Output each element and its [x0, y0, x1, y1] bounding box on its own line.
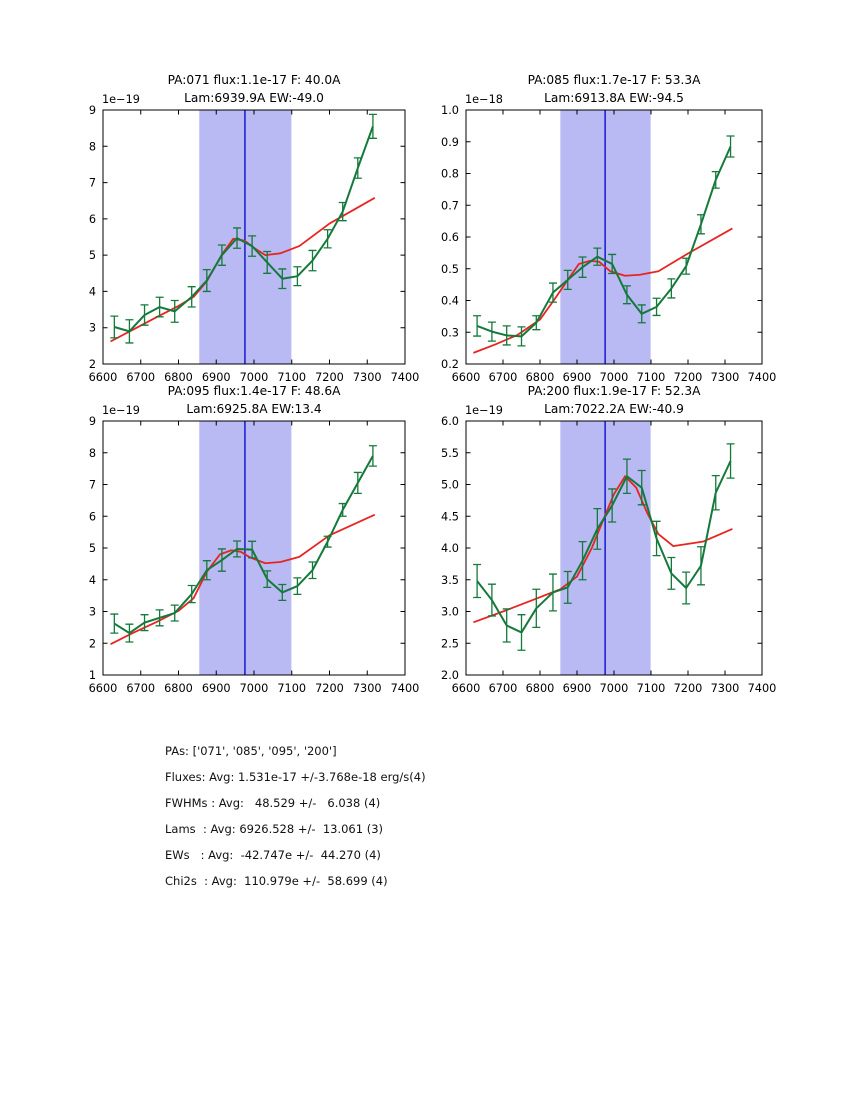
y-tick-label: 0.7 — [441, 199, 459, 213]
x-tick-label: 7000 — [239, 682, 269, 695]
y-tick-label: 0.8 — [441, 167, 459, 181]
x-tick-label: 7400 — [390, 371, 420, 384]
x-tick-label: 6900 — [562, 371, 592, 384]
y-tick-label: 3.5 — [441, 573, 459, 587]
y-tick-label: 6 — [88, 510, 96, 524]
y-tick-label: 0.3 — [441, 326, 459, 340]
y-axis-offset-label: 1e−18 — [465, 93, 503, 106]
x-tick-label: 6900 — [562, 682, 592, 695]
x-tick-label: 7300 — [352, 682, 382, 695]
y-tick-label: 9 — [88, 415, 96, 428]
y-tick-label: 1 — [88, 669, 96, 682]
x-tick-label: 6600 — [88, 682, 118, 695]
y-tick-label: 5.5 — [441, 446, 459, 460]
y-tick-label: 9 — [88, 104, 96, 117]
subplot-pa095 — [55, 381, 425, 711]
y-tick-label: 7 — [88, 176, 96, 190]
y-tick-label: 6 — [88, 212, 96, 226]
y-tick-label: 5.0 — [441, 478, 459, 492]
x-tick-label: 7300 — [352, 371, 382, 384]
y-tick-label: 5 — [88, 249, 96, 263]
y-axis-offset-label: 1e−19 — [102, 93, 140, 106]
summary-line-pas: PAs: ['071', '085', '095', '200'] — [165, 744, 337, 758]
summary-panel — [165, 744, 426, 900]
y-tick-label: 4 — [88, 573, 96, 587]
x-tick-label: 6800 — [525, 371, 555, 384]
chart-canvas-pa200 — [418, 381, 788, 711]
subplot-title-line2: Lam:6913.8A EW:-94.5 — [544, 91, 684, 105]
x-tick-label: 7200 — [673, 682, 703, 695]
x-tick-label: 6900 — [201, 371, 231, 384]
x-tick-label: 7400 — [390, 682, 420, 695]
x-tick-label: 6600 — [88, 371, 118, 384]
y-tick-label: 0.9 — [441, 135, 459, 149]
x-tick-label: 7100 — [636, 682, 666, 695]
x-tick-label: 6600 — [451, 682, 481, 695]
x-tick-label: 6700 — [488, 371, 518, 384]
x-tick-label: 7100 — [636, 371, 666, 384]
x-tick-label: 7000 — [599, 682, 629, 695]
subplot-title-line2: Lam:6925.8A EW:13.4 — [186, 402, 322, 416]
summary-line-lams: Lams : Avg: 6926.528 +/- 13.061 (3) — [165, 822, 384, 836]
x-tick-label: 7400 — [747, 682, 777, 695]
subplot-title-line1: PA:071 flux:1.1e-17 F: 40.0A — [167, 73, 341, 87]
x-tick-label: 7300 — [710, 371, 740, 384]
y-tick-label: 3 — [88, 605, 96, 619]
y-tick-label: 3.0 — [441, 605, 459, 619]
chart-canvas-pa071 — [55, 70, 425, 400]
subplot-title-line1: PA:200 flux:1.9e-17 F: 52.3A — [527, 384, 701, 398]
y-tick-label: 2.0 — [441, 669, 459, 682]
y-tick-label: 4 — [88, 285, 96, 299]
y-tick-label: 0.6 — [441, 231, 459, 244]
y-tick-label: 7 — [88, 478, 96, 492]
y-tick-label: 1.0 — [441, 104, 459, 117]
y-tick-label: 5 — [88, 542, 96, 555]
y-tick-label: 3 — [88, 321, 96, 335]
x-tick-label: 6700 — [488, 682, 518, 695]
x-tick-label: 7000 — [239, 371, 269, 384]
y-axis-offset-label: 1e−19 — [465, 404, 503, 417]
x-tick-label: 6800 — [164, 371, 193, 384]
y-tick-label: 8 — [88, 140, 96, 154]
y-tick-label: 6.0 — [441, 415, 459, 428]
x-tick-label: 6800 — [164, 682, 193, 695]
y-tick-label: 0.2 — [441, 358, 459, 371]
x-tick-label: 6700 — [126, 371, 156, 384]
x-tick-label: 7400 — [747, 371, 777, 384]
subplot-title-line2: Lam:6939.9A EW:-49.0 — [184, 91, 324, 105]
x-tick-label: 7200 — [673, 371, 703, 384]
x-tick-label: 6800 — [525, 682, 555, 695]
summary-line-fwhms: FWHMs : Avg: 48.529 +/- 6.038 (4) — [165, 796, 381, 810]
x-tick-label: 7200 — [315, 371, 344, 384]
y-tick-label: 0.4 — [441, 294, 459, 308]
x-tick-label: 6700 — [126, 682, 156, 695]
x-tick-label: 6900 — [201, 682, 231, 695]
y-tick-label: 2.5 — [441, 637, 459, 651]
y-tick-label: 4.5 — [441, 510, 459, 524]
summary-line-fluxes: Fluxes: Avg: 1.531e-17 +/-3.768e-18 erg/s(4) — [165, 770, 426, 784]
y-axis-offset-label: 1e−19 — [102, 404, 140, 417]
subplot-title-line1: PA:095 flux:1.4e-17 F: 48.6A — [167, 384, 341, 398]
subplot-pa200 — [418, 381, 788, 711]
subplot-title-line1: PA:085 flux:1.7e-17 F: 53.3A — [527, 73, 701, 87]
subplot-title-line2: Lam:7022.2A EW:-40.9 — [544, 402, 684, 416]
subplot-pa085 — [418, 70, 788, 400]
y-tick-label: 8 — [88, 446, 96, 460]
x-tick-label: 7100 — [277, 682, 307, 695]
chart-canvas-pa095 — [55, 381, 425, 711]
chart-canvas-pa085 — [418, 70, 788, 400]
y-tick-label: 2 — [88, 637, 96, 651]
x-tick-label: 7000 — [599, 371, 629, 384]
y-tick-label: 0.5 — [441, 262, 459, 276]
x-tick-label: 7100 — [277, 371, 307, 384]
y-tick-label: 4.0 — [441, 542, 459, 555]
x-tick-label: 6600 — [451, 371, 481, 384]
y-tick-label: 2 — [88, 358, 96, 371]
x-tick-label: 7200 — [315, 682, 344, 695]
x-tick-label: 7300 — [710, 682, 740, 695]
subplot-pa071 — [55, 70, 425, 400]
summary-line-chi2s: Chi2s : Avg: 110.979e +/- 58.699 (4) — [165, 874, 388, 888]
summary-line-ews: EWs : Avg: -42.747e +/- 44.270 (4) — [165, 848, 381, 862]
